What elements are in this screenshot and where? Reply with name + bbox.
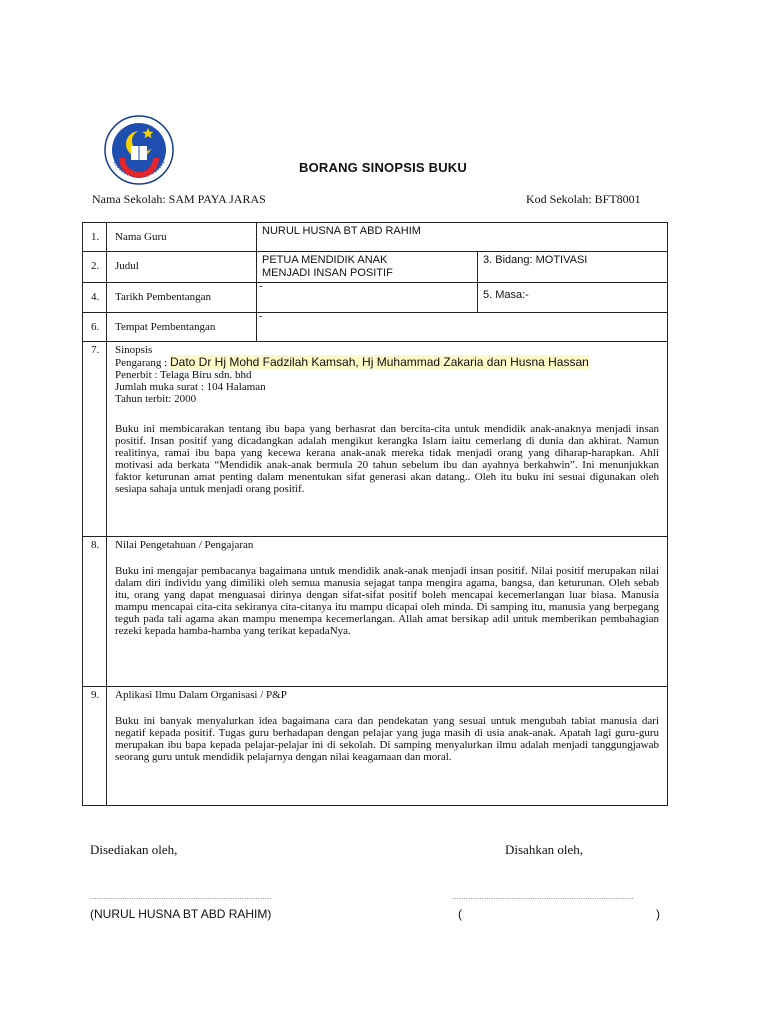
teacher-name-value: NURUL HUSNA BT ABD RAHIM — [257, 223, 668, 252]
book-title-line2: MENJADI INSAN POSITIF — [262, 267, 393, 279]
time-value: 5. Masa:- — [478, 283, 668, 313]
row-number: 7. — [83, 342, 107, 537]
table-row — [83, 223, 668, 252]
author-line — [115, 356, 659, 369]
row-number: 2. — [83, 252, 107, 283]
synopsis-heading: Sinopsis — [115, 344, 153, 356]
knowledge-value-section — [107, 537, 668, 687]
author-label: Pengarang : — [115, 357, 168, 369]
ministry-logo-icon — [103, 114, 175, 186]
field-value: 3. Bidang: MOTIVASI — [478, 252, 668, 283]
table-row — [83, 687, 668, 806]
presentation-date-label: Tarikh Pembentangan — [107, 283, 257, 313]
book-title-value — [257, 252, 478, 283]
presentation-date-value: - — [257, 283, 478, 313]
application-paragraph: Buku ini banyak menyalurkan idea bagaimana cara dan pendekatan yang sesuai untuk mengubah tabiat manusia dari negatif kepada positif. Tugas guru berhadapan dengan pelajar yang juga masih di usia anak-anak. Apatah lagi guru-guru merupakan ibu bapa kepada pelajar-pelajar ini di sekolah. Di samping menyalurkan ilmu adalah menjadi tanggungjawab seorang guru untuk mendidik pelajarnya dengan nilai keagamaan dan moral. — [115, 715, 660, 763]
approved-name-open: ( — [458, 907, 462, 921]
approved-signature-line: ............................................................................... — [452, 892, 634, 901]
table-row — [83, 313, 668, 342]
title-label: Judul — [107, 252, 257, 283]
prepared-name: (NURUL HUSNA BT ABD RAHIM) — [90, 907, 272, 921]
book-title-line1: PETUA MENDIDIK ANAK — [262, 254, 388, 266]
ministry-logo — [103, 114, 175, 186]
row-number: 4. — [83, 283, 107, 313]
table-row — [83, 252, 668, 283]
application-heading: Aplikasi Ilmu Dalam Organisasi / P&P — [115, 689, 287, 701]
row-number: 9. — [83, 687, 107, 806]
author-value: Dato Dr Hj Mohd Fadzilah Kamsah, Hj Muhammad Zakaria dan Husna Hassan — [169, 355, 589, 369]
synopsis-form-table — [82, 222, 668, 806]
presentation-place-label: Tempat Pembentangan — [107, 313, 257, 342]
publisher-line: Penerbit : Telaga Biru sdn. bhd — [115, 369, 252, 381]
table-row — [83, 342, 668, 537]
table-row — [83, 537, 668, 687]
synopsis-section — [107, 342, 668, 537]
approved-by-label: Disahkan oleh, — [505, 842, 583, 857]
knowledge-value-heading: Nilai Pengetahuan / Pengajaran — [115, 539, 254, 551]
row-number: 6. — [83, 313, 107, 342]
school-code: Kod Sekolah: BFT8001 — [526, 192, 641, 206]
presentation-place-value: - — [257, 313, 668, 342]
synopsis-paragraph: Buku ini membicarakan tentang ibu bapa yang berhasrat dan bercita-cita untuk mendidik anak-anaknya menjadi insan positif. Insan positif yang dicadangkan adalah mengikut kerangka Islam iaitu cemerlang di dunia dan akhirat. Namun realitinya, ramai ibu bapa yang kecewa kerana anak-anak mereka tidak menjadi orang yang diharap-harapkan. Ahli motivasi ada berkata “Mendidik anak-anak bermula 20 tahun sebelum ibu dan ayahnya berkahwin”. Ini menunjukkan faktor keturunan amat penting dalam menentukan sifat generasi akan datang.. Oleh itu buku ini sesuai digunakan oleh sesiapa sahaja untuk menjadi orang positif. — [115, 423, 660, 495]
row-number: 8. — [83, 537, 107, 687]
school-name: Nama Sekolah: SAM PAYA JARAS — [92, 192, 266, 206]
teacher-name-label: Nama Guru — [107, 223, 257, 252]
table-row — [83, 283, 668, 313]
approved-name-close: ) — [656, 907, 660, 921]
row-number: 1. — [83, 223, 107, 252]
application-section — [107, 687, 668, 806]
page-count-line: Jumlah muka surat : 104 Halaman — [115, 381, 266, 393]
knowledge-value-paragraph: Buku ini mengajar pembacanya bagaimana untuk mendidik anak-anak menjadi insan positif. Nilai positif merupakan nilai dalam diri individu yang dimiliki oleh semua manusia sejagat tanpa mengira agama, bangsa, dan keturunan. Oleh sebab itu, orang yang dapat menguasai dirinya dengan sifat-sifat positif boleh mencapai kecemerlangan luar biasa. Manusia mampu mencapai cita-cita sekiranya cita-citanya itu mampu dicapai oleh minda. Di samping itu, manusia yang berpegang teguh pada tali agama akan mampu menempa kecemerlangan. Allah amat bersikap adil untuk memberikan pembahagian rezeki kepada hamba-hamba yang terikat kepadaNya. — [115, 565, 660, 637]
form-title: BORANG SINOPSIS BUKU — [299, 160, 467, 175]
prepared-signature-line: ............................................................................... — [90, 892, 272, 901]
prepared-by-label: Disediakan oleh, — [90, 842, 178, 857]
publish-year-line: Tahun terbit: 2000 — [115, 393, 197, 405]
